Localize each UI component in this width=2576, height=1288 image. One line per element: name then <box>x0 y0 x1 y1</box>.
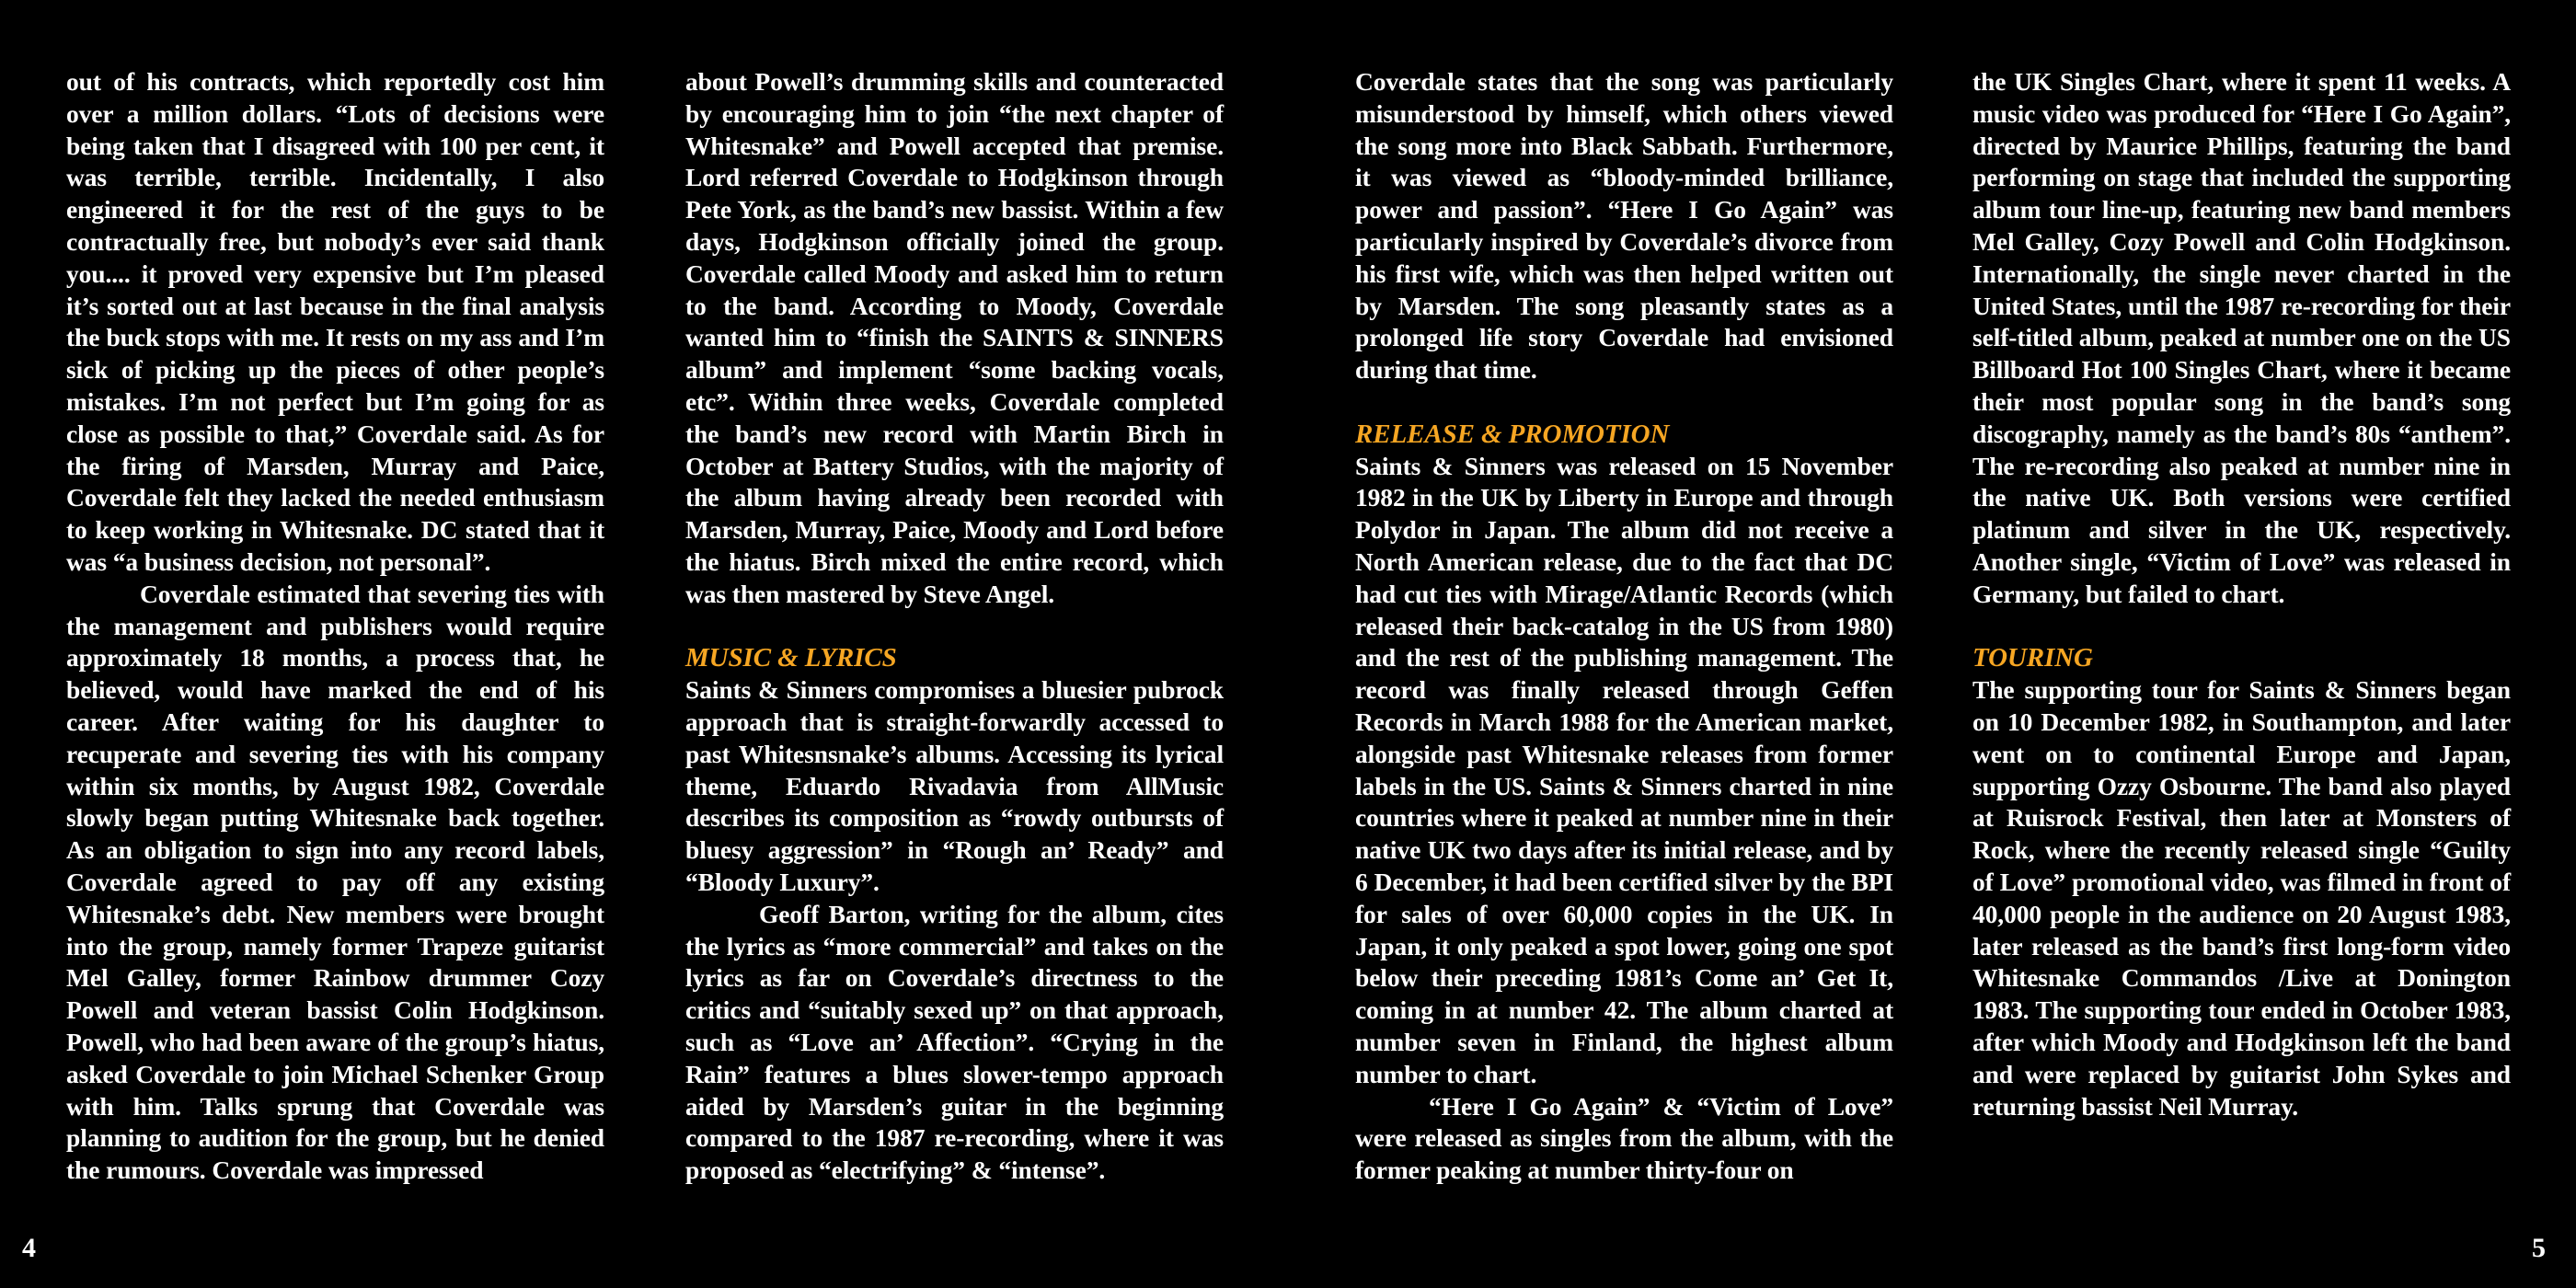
page-number-left: 4 <box>22 1233 36 1263</box>
body-paragraph: The supporting tour for Saints & Sinners began on 10 December 1982, in Southampton, and later went on to continental Europe and Japan, supporting Ozzy Osbourne. The band also played at Ruisrock Festival, then later at Monsters of Rock, where the recently released single “Guilty of Love” promotional video, was filmed in front of 40,000 people in the audience on 20 August 1983, later released as the band’s first long-form video Whitesnake Commandos /Live at Donington 1983. The supporting tour ended in October 1983, after which Moody and Hodgkinson left the band and were replaced by guitarist John Sykes and returning bassist Neil Murray. <box>1972 675 2511 1121</box>
body-paragraph: out of his contracts, which reportedly cost him over a million dollars. “Lots of decisions were being taken that I disagreed with 100 per cent, it was terrible, terrible. Incidentally, I also engineered it for the rest of the guys to be contractually free, but nobody’s ever said thank you.... it proved very expensive but I’m pleased it’s sorted out at last because in the final analysis the buck stops with me. It rests on my ass and I’m sick of picking up the pieces of other people’s mistakes. I’m not perfect but I’m going for as close as possible to that,” Coverdale said. As for the firing of Marsden, Murray and Paice, Coverdale felt they lacked the needed enthusiasm to keep working in Whitesnake. DC stated that it was “a business decision, not personal”. <box>66 67 604 576</box>
body-paragraph: Saints & Sinners compromises a bluesier pubrock approach that is straight-forwardly accessed to past Whitesnsnake’s albums. Accessing its lyrical theme, Eduardo Rivadavia from AllMusic describes its composition as “rowdy outbursts of bluesy aggression” in “Rough an’ Ready” and “Bloody Luxury”. <box>685 675 1224 896</box>
body-paragraph: the UK Singles Chart, where it spent 11 weeks. A music video was produced for “Here I Go Again”, directed by Maurice Phillips, featuring the band performing on stage that included the supporting album tour line-up, featuring new band members Mel Galley, Cozy Powell and Colin Hodgkinson. Internationally, the single never charted in the United States, until the 1987 re-recording for their self-titled album, peaked at number one on the US Billboard Hot 100 Singles Chart, where it became their most popular song in the band’s song discography, namely as the band’s 80s “anthem”. The re-recording also peaked at number nine in the native UK. Both versions were certified platinum and silver in the UK, respectively. Another single, “Victim of Love” was released in Germany, but failed to chart. <box>1972 67 2511 608</box>
column-2 <box>685 66 1224 1187</box>
body-paragraph: “Here I Go Again” & “Victim of Love” were released as singles from the album, with the former peaking at number thirty-four on <box>1355 1091 1893 1185</box>
section-heading-touring: TOURING <box>1972 643 2093 673</box>
body-paragraph: Coverdale estimated that severing ties with the management and publishers would require approximately 18 months, a process that, he believed, would have marked the end of his career. After waiting for his daughter to recuperate and severing ties with his company within six months, by August 1982, Coverdale slowly began putting Whitesnake back together. As an obligation to sign into any record labels, Coverdale agreed to pay off any existing Whitesnake’s debt. New members were brought into the group, namely former Trapeze guitarist Mel Galley, former Rainbow drummer Cozy Powell and veteran bassist Colin Hodgkinson. Powell, who had been aware of the group’s hiatus, asked Coverdale to join Michael Schenker Group with him. Talks sprung that Coverdale was planning to audition for the group, but he denied the rumours. Coverdale was impressed <box>66 579 604 1185</box>
column-3 <box>1355 66 1893 1187</box>
body-paragraph: Geoff Barton, writing for the album, cites the lyrics as “more commercial” and takes on the lyrics as far on Coverdale’s directness to the critics and “suitably sexed up” on that approach, such as “Love an’ Affection”. “Crying in the Rain” features a blues slower-tempo approach aided by Marsden’s guitar in the beginning compared to the 1987 re-recording, where it was proposed as “electrifying” & “intense”. <box>685 899 1224 1185</box>
body-paragraph: Saints & Sinners was released on 15 November 1982 in the UK by Liberty in Europe and through Polydor in Japan. The album did not receive a North American release, due to the fact that DC had cut ties with Mirage/Atlantic Records (which released their back-catalog in the US from 1980) and the rest of the publishing management. The record was finally released through Geffen Records in March 1988 for the American market, alongside past Whitesnake releases from former labels in the US. Saints & Sinners charted in nine countries where it peaked at number nine in their native UK two days after its initial release, and by 6 December, it had been certified silver by the BPI for sales of over 60,000 copies in the UK. In Japan, it only peaked a spot lower, going one spot below their preceding 1981’s Come an’ Get It, coming in at number 42. The album charted at number seven in Finland, the highest album number to chart. <box>1355 451 1893 1088</box>
column-4 <box>1972 66 2511 1122</box>
section-heading-music-lyrics: MUSIC & LYRICS <box>685 643 897 673</box>
column-1 <box>66 66 604 1187</box>
body-paragraph: about Powell’s drumming skills and counteracted by encouraging him to join “the next chapter of Whitesnake” and Powell accepted that premise. Lord referred Coverdale to Hodgkinson through Pete York, as the band’s new bassist. Within a few days, Hodgkinson officially joined the group. Coverdale called Moody and asked him to return to the band. According to Moody, Coverdale wanted him to “finish the SAINTS & SINNERS album” and implement “some backing vocals, etc”. Within three weeks, Coverdale completed the band’s new record with Martin Birch in October at Battery Studios, with the majority of the album having already been recorded with Marsden, Murray, Paice, Moody and Lord before the hiatus. Birch mixed the entire record, which was then mastered by Steve Angel. <box>685 67 1224 608</box>
section-heading-release-promotion: RELEASE & PROMOTION <box>1355 419 1670 449</box>
body-paragraph: Coverdale states that the song was particularly misunderstood by himself, which others viewed the song more into Black Sabbath. Furthermore, it was viewed as “bloody-minded brilliance, power and passion”. “Here I Go Again” was particularly inspired by Coverdale’s divorce from his first wife, which was then helped written out by Marsden. The song pleasantly states as a prolonged life story Coverdale had envisioned during that time. <box>1355 67 1893 385</box>
page-number-right: 5 <box>2532 1233 2546 1263</box>
